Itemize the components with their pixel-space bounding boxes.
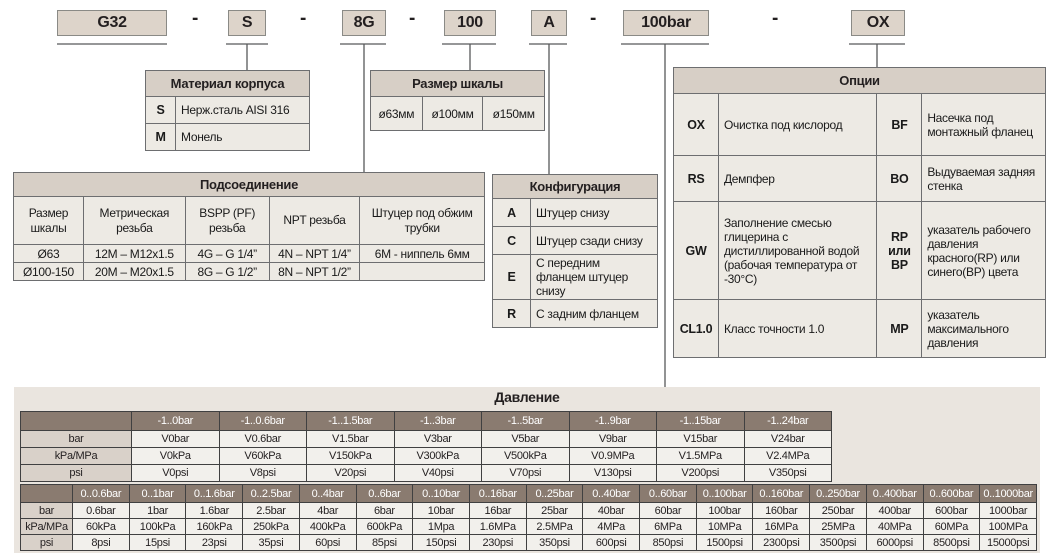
pressure-code-cell: V0.6bar: [219, 431, 307, 448]
pressure-range-header: 0..16bar: [469, 485, 526, 503]
connection-cell: 4N – NPT 1/4”: [269, 245, 360, 263]
pressure-section-title: Давление: [494, 389, 560, 405]
pressure-code-cell: V2.4MPa: [744, 448, 832, 465]
option-desc: Очистка под кислород: [718, 94, 876, 156]
connection-col-header: NPT резьба: [269, 197, 360, 245]
pressure-code-cell: V70psi: [482, 465, 570, 482]
connection-cell: Ø100-150: [14, 263, 84, 281]
pressure-code-cell: 85psi: [356, 535, 413, 551]
code-segment-connection: 8G: [342, 10, 386, 36]
connection-cell: 12M – M12x1.5: [83, 245, 185, 263]
code-separator: -: [409, 8, 416, 29]
pressure-range-header: 0..10bar: [413, 485, 470, 503]
pressure-code-cell: V24bar: [744, 431, 832, 448]
option-desc: указатель максимального давления: [922, 300, 1046, 358]
configuration-table-title: Конфигурация: [493, 175, 658, 199]
pressure-section: [14, 387, 1040, 553]
configuration-code: A: [493, 199, 531, 227]
pressure-code-cell: V1.5MPa: [657, 448, 745, 465]
pressure-range-header: 0..40bar: [583, 485, 640, 503]
option-desc: Выдуваемая задняя стенка: [922, 156, 1046, 202]
configuration-desc: С задним фланцем: [531, 300, 658, 328]
pressure-code-cell: 8psi: [73, 535, 130, 551]
pressure-range-header: 0..160bar: [753, 485, 810, 503]
pressure-code-cell: 4bar: [299, 503, 356, 519]
pressure-range-header: 0..6bar: [356, 485, 413, 503]
configuration-code: C: [493, 227, 531, 255]
pressure-code-cell: 230psi: [469, 535, 526, 551]
pressure-code-cell: 8500psi: [923, 535, 980, 551]
pressure-code-cell: 40MPa: [866, 519, 923, 535]
pressure-code-cell: V60kPa: [219, 448, 307, 465]
pressure-code-cell: 23psi: [186, 535, 243, 551]
pressure-range-header: 0..600bar: [923, 485, 980, 503]
pressure-code-cell: 2.5bar: [243, 503, 300, 519]
option-code: OX: [674, 94, 719, 156]
material-code: S: [146, 97, 176, 124]
connection-col-header: Метрическая резьба: [83, 197, 185, 245]
code-segment-pressure: 100bar: [623, 10, 709, 36]
pressure-code-cell: V3bar: [394, 431, 482, 448]
connection-table: [13, 172, 485, 281]
pressure-code-cell: V130psi: [569, 465, 657, 482]
pressure-code-cell: 0.6bar: [73, 503, 130, 519]
pressure-code-cell: V300kPa: [394, 448, 482, 465]
connection-cell: 6M - ниппель 6мм: [360, 245, 485, 263]
pressure-code-cell: V1.5bar: [307, 431, 395, 448]
pressure-code-cell: V500kPa: [482, 448, 570, 465]
pressure-code-cell: V0.9MPa: [569, 448, 657, 465]
pressure-code-cell: V40psi: [394, 465, 482, 482]
pressure-code-cell: 150psi: [413, 535, 470, 551]
pressure-range-header: 0..0.6bar: [73, 485, 130, 503]
options-table-title: Опции: [674, 68, 1046, 94]
corner-cell: [21, 412, 132, 431]
pressure-code-cell: 2300psi: [753, 535, 810, 551]
pressure-code-cell: 3500psi: [810, 535, 867, 551]
pressure-code-cell: 35psi: [243, 535, 300, 551]
pressure-range-header: 0..1000bar: [980, 485, 1037, 503]
pressure-code-cell: V8psi: [219, 465, 307, 482]
option-code: RS: [674, 156, 719, 202]
pressure-range-header: 0..250bar: [810, 485, 867, 503]
positive-pressure-table: [20, 484, 1037, 551]
pressure-code-cell: 15psi: [129, 535, 186, 551]
pressure-code-cell: V350psi: [744, 465, 832, 482]
pressure-range-header: -1..1.5bar: [307, 412, 395, 431]
unit-row-label: bar: [21, 431, 132, 448]
pressure-code-cell: V15bar: [657, 431, 745, 448]
pressure-code-cell: 1bar: [129, 503, 186, 519]
pressure-code-cell: 10bar: [413, 503, 470, 519]
pressure-code-cell: 1000bar: [980, 503, 1037, 519]
code-separator: -: [192, 8, 199, 29]
connection-table-title: Подсоединение: [14, 173, 485, 197]
option-desc: указатель рабочего давления красного(RP) или синего(BP) цвета: [922, 202, 1046, 300]
pressure-code-cell: 100kPa: [129, 519, 186, 535]
pressure-code-cell: 160kPa: [186, 519, 243, 535]
pressure-code-cell: 350psi: [526, 535, 583, 551]
unit-row-label: kPa/MPa: [21, 519, 73, 535]
pressure-code-cell: 400kPa: [299, 519, 356, 535]
pressure-range-header: 0..1bar: [129, 485, 186, 503]
pressure-code-cell: 600kPa: [356, 519, 413, 535]
connection-cell: [360, 263, 485, 281]
pressure-code-cell: 2.5MPa: [526, 519, 583, 535]
option-desc: Демпфер: [718, 156, 876, 202]
options-table: [673, 67, 1046, 358]
pressure-range-header: -1..3bar: [394, 412, 482, 431]
material-table-title: Материал корпуса: [146, 71, 310, 97]
option-desc: Насечка под монтажный фланец: [922, 94, 1046, 156]
pressure-range-header: -1..5bar: [482, 412, 570, 431]
option-code: CL1.0: [674, 300, 719, 358]
pressure-range-header: 0..1.6bar: [186, 485, 243, 503]
pressure-range-header: 0..4bar: [299, 485, 356, 503]
pressure-code-cell: V20psi: [307, 465, 395, 482]
option-desc: Класс точности 1.0: [718, 300, 876, 358]
pressure-range-header: 0..2.5bar: [243, 485, 300, 503]
pressure-code-cell: 6bar: [356, 503, 413, 519]
configuration-desc: Штуцер сзади снизу: [531, 227, 658, 255]
connection-cell: Ø63: [14, 245, 84, 263]
pressure-range-header: -1..24bar: [744, 412, 832, 431]
pressure-code-cell: 25MPa: [810, 519, 867, 535]
configuration-table: [492, 174, 658, 328]
connection-col-header: Штуцер под обжим трубки: [360, 197, 485, 245]
unit-row-label: psi: [21, 535, 73, 551]
pressure-code-cell: 40bar: [583, 503, 640, 519]
connection-col-header: BSPP (PF) резьба: [185, 197, 269, 245]
option-desc: Заполнение смесью глицерина с дистиллированной водой (рабочая температура от -30°C): [718, 202, 876, 300]
pressure-code-cell: V150kPa: [307, 448, 395, 465]
material-code: M: [146, 124, 176, 151]
pressure-code-cell: 850psi: [640, 535, 697, 551]
option-code: BO: [877, 156, 922, 202]
pressure-code-cell: 100bar: [696, 503, 753, 519]
configuration-desc: Штуцер снизу: [531, 199, 658, 227]
pressure-code-cell: V0psi: [132, 465, 220, 482]
pressure-code-cell: 6MPa: [640, 519, 697, 535]
connection-cell: 4G – G 1/4”: [185, 245, 269, 263]
pressure-code-cell: 60psi: [299, 535, 356, 551]
pressure-code-cell: 16MPa: [753, 519, 810, 535]
pressure-code-cell: 25bar: [526, 503, 583, 519]
code-separator: -: [590, 8, 597, 29]
connection-cell: 8N – NPT 1/2”: [269, 263, 360, 281]
pressure-code-cell: 60kPa: [73, 519, 130, 535]
scale-size-option: ø63мм: [371, 97, 423, 131]
pressure-code-cell: 400bar: [866, 503, 923, 519]
pressure-code-cell: 1.6MPa: [469, 519, 526, 535]
pressure-code-cell: 1500psi: [696, 535, 753, 551]
code-segment-configuration: A: [531, 10, 567, 36]
code-separator: -: [300, 8, 307, 29]
material-desc: Нерж.сталь AISI 316: [176, 97, 310, 124]
connection-cell: 8G – G 1/2”: [185, 263, 269, 281]
code-separator: -: [772, 8, 779, 29]
pressure-range-header: -1..0bar: [132, 412, 220, 431]
pressure-code-cell: 6000psi: [866, 535, 923, 551]
connection-col-header: Размер шкалы: [14, 197, 84, 245]
vacuum-pressure-table: [20, 411, 832, 482]
pressure-code-cell: 4MPa: [583, 519, 640, 535]
code-segment-material: S: [228, 10, 266, 36]
pressure-code-cell: V0kPa: [132, 448, 220, 465]
scale-size-option: ø150мм: [483, 97, 545, 131]
pressure-code-cell: 600bar: [923, 503, 980, 519]
pressure-code-cell: 60MPa: [923, 519, 980, 535]
material-table: [145, 70, 310, 151]
code-segment-options: OX: [851, 10, 905, 36]
pressure-code-cell: 250kPa: [243, 519, 300, 535]
option-code: GW: [674, 202, 719, 300]
unit-row-label: kPa/MPa: [21, 448, 132, 465]
pressure-code-cell: 60bar: [640, 503, 697, 519]
pressure-code-cell: 600psi: [583, 535, 640, 551]
configuration-desc: С передним фланцем штуцер снизу: [531, 255, 658, 300]
pressure-code-cell: 100MPa: [980, 519, 1037, 535]
pressure-code-cell: 1.6bar: [186, 503, 243, 519]
pressure-code-cell: 10MPa: [696, 519, 753, 535]
scale-size-option: ø100мм: [422, 97, 483, 131]
scale-size-table: [370, 70, 545, 131]
unit-row-label: psi: [21, 465, 132, 482]
option-code: BF: [877, 94, 922, 156]
code-segment-model: G32: [57, 10, 167, 36]
scale-size-table-title: Размер шкалы: [371, 71, 545, 97]
pressure-range-header: 0..25bar: [526, 485, 583, 503]
code-segment-scale-size: 100: [444, 10, 496, 36]
pressure-code-cell: 15000psi: [980, 535, 1037, 551]
pressure-code-cell: 160bar: [753, 503, 810, 519]
option-code: MP: [877, 300, 922, 358]
pressure-code-cell: 250bar: [810, 503, 867, 519]
pressure-code-cell: V5bar: [482, 431, 570, 448]
pressure-range-header: 0..100bar: [696, 485, 753, 503]
material-desc: Монель: [176, 124, 310, 151]
pressure-code-cell: 16bar: [469, 503, 526, 519]
configuration-code: R: [493, 300, 531, 328]
pressure-range-header: -1..9bar: [569, 412, 657, 431]
pressure-code-cell: V9bar: [569, 431, 657, 448]
corner-cell: [21, 485, 73, 503]
pressure-code-cell: V200psi: [657, 465, 745, 482]
pressure-range-header: -1..15bar: [657, 412, 745, 431]
pressure-code-cell: 1Mpa: [413, 519, 470, 535]
pressure-code-cell: V0bar: [132, 431, 220, 448]
configuration-code: E: [493, 255, 531, 300]
connection-cell: 20M – M20x1.5: [83, 263, 185, 281]
unit-row-label: bar: [21, 503, 73, 519]
pressure-range-header: 0..400bar: [866, 485, 923, 503]
pressure-range-header: -1..0.6bar: [219, 412, 307, 431]
pressure-range-header: 0..60bar: [640, 485, 697, 503]
option-code: RP или BP: [877, 202, 922, 300]
